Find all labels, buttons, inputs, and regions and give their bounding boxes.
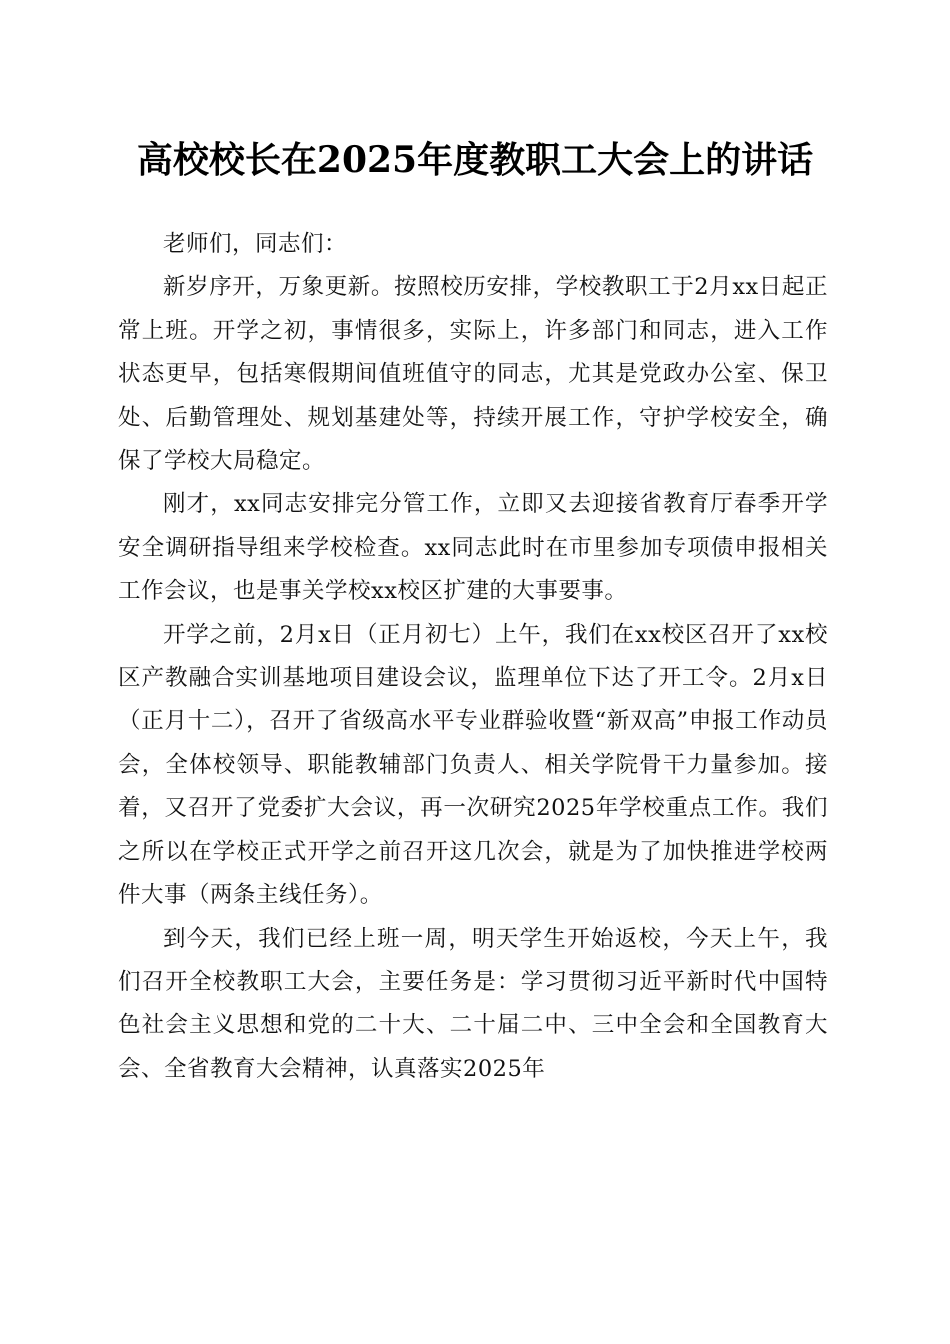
paragraph-2: 刚才，xx同志安排完分管工作，立即又去迎接省教育厅春季开学安全调研指导组来学校检查。xx同志此时在市里参加专项债申报相关工作会议，也是事关学校xx校区扩建的大事要事。 (118, 491, 828, 605)
page-title: 高校校长在2025年度教职工大会上的讲话 (136, 139, 814, 181)
document-body (118, 223, 828, 1091)
paragraph-4: 到今天，我们已经上班一周，明天学生开始返校，今天上午，我们召开全校教职工大会，主要任务是：学习贯彻习近平新时代中国特色社会主义思想和党的二十大、二十届二中、三中全会和全国教育大会、全省教育大会精神，认真落实2025年 (118, 925, 828, 1082)
paragraph-1: 新岁序开，万象更新。按照校历安排，学校教职工于2月xx日起正常上班。开学之初，事情很多，实际上，许多部门和同志，进入工作状态更早，包括寒假期间值班值守的同志，尤其是党政办公室、保卫处、后勤管理处、规划基建处等，持续开展工作，守护学校安全，确保了学校大局稳定。 (118, 274, 828, 475)
paragraph-3: 开学之前，2月x日（正月初七）上午，我们在xx校区召开了xx校区产教融合实训基地项目建设会议，监理单位下达了开工令。2月x日（正月十二），召开了省级高水平专业群验收暨“新双高”申报工作动员会，全体校领导、职能教辅部门负责人、相关学院骨干力量参加。接着，又召开了党委扩大会议，再一次研究2025年学校重点工作。我们之所以在学校正式开学之前召开这几次会，就是为了加快推进学校两件大事（两条主线任务）。 (118, 621, 828, 909)
salutation-paragraph: 老师们，同志们： (163, 231, 348, 257)
